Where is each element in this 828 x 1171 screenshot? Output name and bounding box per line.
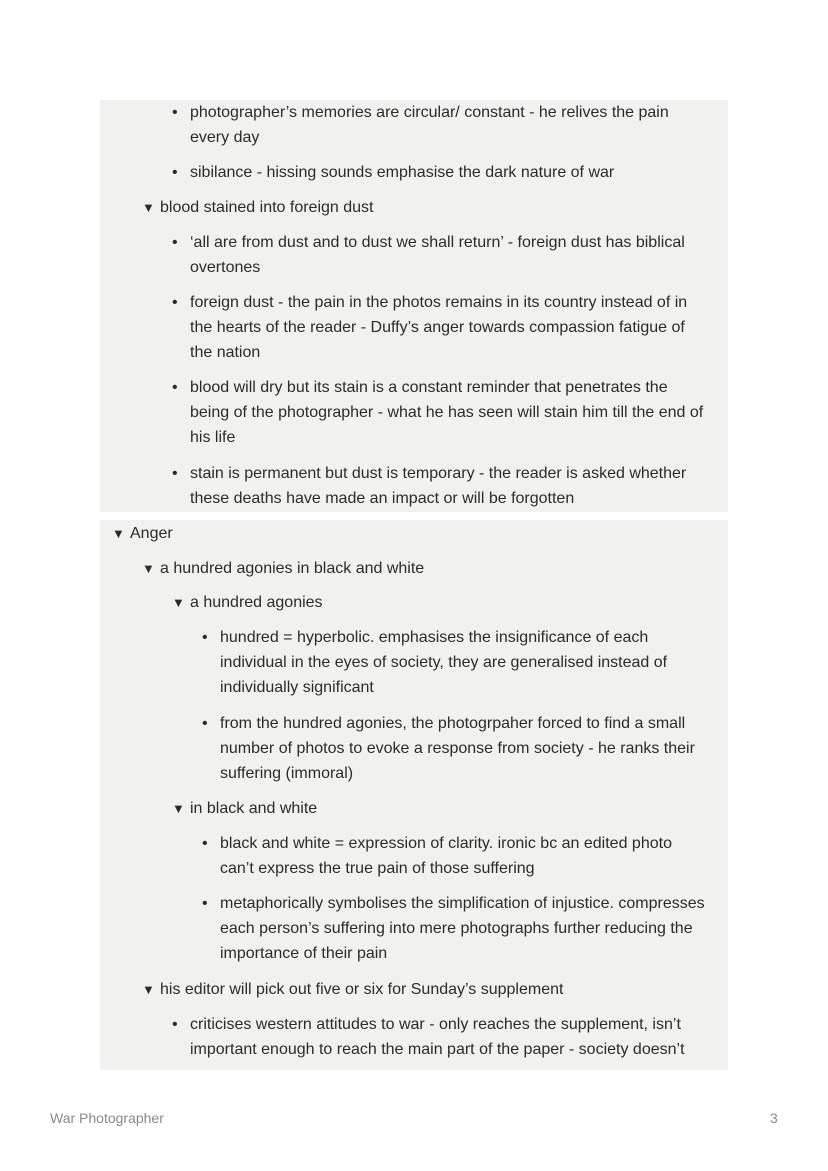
bullet-icon: • bbox=[202, 895, 208, 912]
list-item-text: importance of their pain bbox=[220, 945, 388, 962]
bullet-icon: • bbox=[172, 379, 178, 396]
list-item-text: the nation bbox=[190, 344, 261, 361]
list-item-text: individually significant bbox=[220, 679, 374, 696]
list-item-text: foreign dust - the pain in the photos remains in its country instead of in bbox=[190, 294, 688, 311]
list-item-text: individual in the eyes of society, they are generalised instead of bbox=[220, 654, 668, 671]
list-item-text: black and white = expression of clarity. ironic bc an edited photo bbox=[220, 835, 672, 852]
toggle-arrow-icon[interactable]: ▼ bbox=[112, 526, 125, 541]
list-item-text: blood will dry but its stain is a constant reminder that penetrates the bbox=[190, 379, 668, 396]
list-item-text: metaphorically symbolises the simplification of injustice. compresses bbox=[220, 895, 705, 912]
list-item-text: the hearts of the reader - Duffy’s anger towards compassion fatigue of bbox=[190, 319, 685, 336]
list-item-text: these deaths have made an impact or will be forgotten bbox=[190, 490, 575, 507]
bullet-icon: • bbox=[172, 104, 178, 121]
list-item-text: photographer’s memories are circular/ constant - he relives the pain bbox=[190, 104, 669, 121]
list-item-text: each person’s suffering into mere photographs further reducing the bbox=[220, 920, 693, 937]
toggle-arrow-icon[interactable]: ▼ bbox=[142, 200, 155, 215]
toggle-heading[interactable]: in black and white bbox=[190, 800, 318, 817]
list-item-text: hundred = hyperbolic. emphasises the insignificance of each bbox=[220, 629, 649, 646]
list-item-text: sibilance - hissing sounds emphasise the dark nature of war bbox=[190, 164, 615, 181]
list-item-text: every day bbox=[190, 129, 260, 146]
footer-title: War Photographer bbox=[50, 1110, 164, 1126]
bullet-icon: • bbox=[202, 835, 208, 852]
toggle-heading[interactable]: his editor will pick out five or six for Sunday’s supplement bbox=[160, 981, 564, 998]
list-item-text: can’t express the true pain of those suffering bbox=[220, 860, 535, 877]
bullet-icon: • bbox=[172, 1016, 178, 1033]
page-number: 3 bbox=[770, 1110, 778, 1126]
list-item-text: number of photos to evoke a response from society - he ranks their bbox=[220, 740, 695, 757]
bullet-icon: • bbox=[172, 465, 178, 482]
toggle-heading[interactable]: a hundred agonies bbox=[190, 594, 323, 611]
toggle-heading-anger[interactable]: Anger bbox=[130, 525, 173, 542]
toggle-heading[interactable]: blood stained into foreign dust bbox=[160, 199, 374, 216]
bullet-icon: • bbox=[172, 234, 178, 251]
list-item-text: criticises western attitudes to war - only reaches the supplement, isn’t bbox=[190, 1016, 681, 1033]
bullet-icon: • bbox=[172, 164, 178, 181]
toggle-arrow-icon[interactable]: ▼ bbox=[172, 595, 185, 610]
list-item-text: ‘all are from dust and to dust we shall return’ - foreign dust has biblical bbox=[190, 234, 685, 251]
list-item-text: his life bbox=[190, 429, 236, 446]
toggle-heading[interactable]: a hundred agonies in black and white bbox=[160, 560, 425, 577]
list-item-text: suffering (immoral) bbox=[220, 765, 354, 782]
toggle-arrow-icon[interactable]: ▼ bbox=[142, 982, 155, 997]
toggle-arrow-icon[interactable]: ▼ bbox=[172, 801, 185, 816]
list-item-text: from the hundred agonies, the photogrpaher forced to find a small bbox=[220, 715, 686, 732]
list-item-text: being of the photographer - what he has seen will stain him till the end of bbox=[190, 404, 704, 421]
list-item-text: overtones bbox=[190, 259, 261, 276]
toggle-arrow-icon[interactable]: ▼ bbox=[142, 561, 155, 576]
list-item-text: important enough to reach the main part of the paper - society doesn’t bbox=[190, 1041, 685, 1058]
bullet-icon: • bbox=[172, 294, 178, 311]
bullet-icon: • bbox=[202, 715, 208, 732]
list-item-text: stain is permanent but dust is temporary - the reader is asked whether bbox=[190, 465, 687, 482]
bullet-icon: • bbox=[202, 629, 208, 646]
